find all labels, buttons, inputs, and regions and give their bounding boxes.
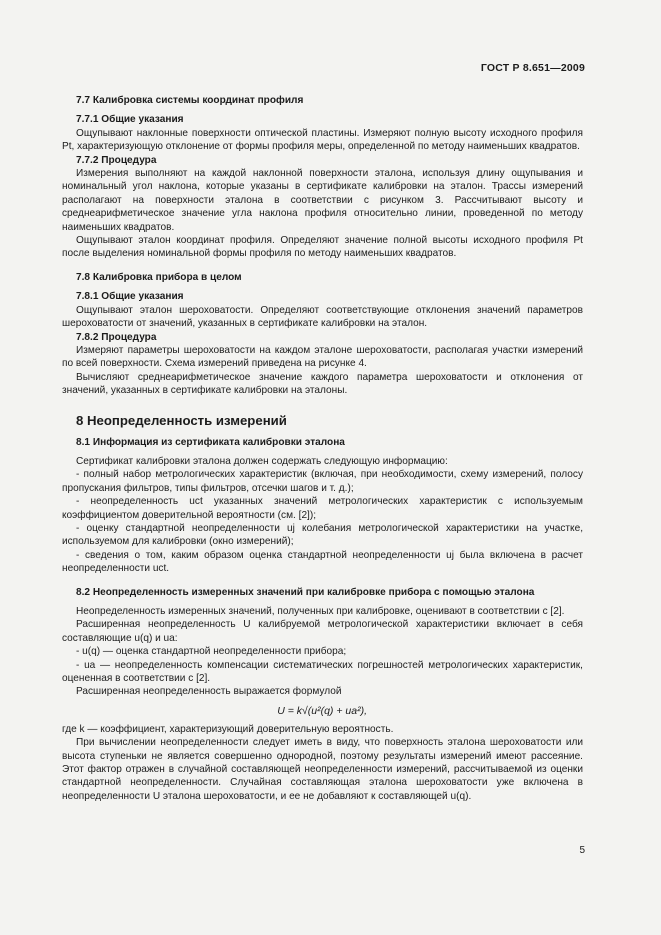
standard-header: ГОСТ Р 8.651—2009 bbox=[480, 62, 585, 74]
list-item: - полный набор метрологических характеристик (включая, при необходимости, схему измерений, полосу пропускания фильтров, типы фильтров, отсечки шагов и т. д.); bbox=[62, 469, 583, 494]
section-7-7-2-title: 7.7.2 Процедура bbox=[76, 154, 157, 166]
list-item: - ua — неопределенность компенсации систематических погрешностей метрологических характеристик, оцененная в соответствии с [2]. bbox=[62, 659, 583, 685]
paragraph: Неопределенность измеренных значений, полученных при калибровке, оценивают в соответствии с [2]. bbox=[76, 606, 565, 617]
paragraph: Ощупывают эталон шероховатости. Определяют соответствующие отклонения значений параметров шероховатости от значений, указанных в сертификате калибровки на эталон. bbox=[62, 304, 583, 330]
list-item: - u(q) — оценка стандартной неопределенности прибора; bbox=[76, 646, 347, 658]
paragraph: При вычислении неопределенности следует иметь в виду, что поверхность эталона шероховатости или высота ступеньки не является совершенно однородной, поэтому результаты измерений имеют рассеяние. Этот фактор отражен в случайной составляющей неопределенности измерений, рассчитываемой из оценки стандартной неопределенности. Случайная составляющая эталона шероховатости уже включена в неопределенности U эталона шероховатости, и ее не добавляют к составляющей u(q). bbox=[62, 737, 583, 802]
list-item: - неопределенность uct указанных значений метрологических характеристик с используемым коэффициентом доверительной вероятности (см. [2]); bbox=[62, 496, 583, 521]
section-8-title: 8 Неопределенность измерений bbox=[76, 412, 287, 428]
page-number: 5 bbox=[579, 845, 585, 856]
list-item: - сведения о том, каким образом оценка стандартной неопределенности uj была включена в расчет неопределенности uct. bbox=[62, 549, 583, 575]
paragraph: где k — коэффициент, характеризующий доверительную вероятность. bbox=[62, 723, 394, 735]
paragraph: Расширенная неопределенность U калибруемой метрологической характеристики включает в себя составляющие u(q) и ua: bbox=[62, 619, 583, 644]
section-8-2-title: 8.2 Неопределенность измеренных значений при калибровке прибора с помощью эталона bbox=[76, 586, 535, 598]
section-7-7-title: 7.7 Калибровка системы координат профиля bbox=[76, 95, 304, 106]
paragraph: Вычисляют среднеарифметическое значение каждого параметра шероховатости и отклонения от значений, указанных в сертификате калибровки на эталоны. bbox=[62, 371, 583, 397]
section-7-8-2-title: 7.8.2 Процедура bbox=[76, 331, 157, 343]
section-7-8-title: 7.8 Калибровка прибора в целом bbox=[76, 271, 242, 283]
list-item: - оценку стандартной неопределенности uj колебания метрологической характеристики на участке, используемом для калибровки (окно измерений); bbox=[62, 522, 583, 548]
paragraph: Измеряют параметры шероховатости на каждом эталоне шероховатости, располагая участки измерений по всей поверхности. Схема измерений приведена на рисунке 4. bbox=[62, 344, 583, 370]
document-body bbox=[62, 94, 583, 803]
section-7-7-1-title: 7.7.1 Общие указания bbox=[76, 114, 184, 126]
section-8-1-title: 8.1 Информация из сертификата калибровки эталона bbox=[76, 436, 345, 448]
paragraph: Расширенная неопределенность выражается формулой bbox=[76, 686, 342, 698]
section-7-8-1-title: 7.8.1 Общие указания bbox=[76, 291, 184, 303]
paragraph: Ощупывают наклонные поверхности оптической пластины. Измеряют полную высоту исходного профиля Pt, характеризующую отклонение от формы профиля меры, определенной по методу наименьших квадратов. bbox=[62, 127, 583, 153]
paragraph: Сертификат калибровки эталона должен содержать следующую информацию: bbox=[76, 455, 448, 467]
uncertainty-formula: U = k√(u²(q) + ua²), bbox=[277, 704, 367, 717]
paragraph: Измерения выполняют на каждой наклонной поверхности эталона, используя длину ощупывания и номинальный угол наклона, которые указаны в сертификате калибровки на эталон. Трассы измерений располагают на поверхности эталона в соответствии с рисунком 3. Рассчитывают высоту и среднеарифметическое значение угла наклона профиля относительно линии, проведенной по методу наименьших квадратов. bbox=[62, 168, 583, 233]
paragraph: Ощупывают эталон координат профиля. Определяют значение полной высоты исходного профиля Pt после выделения номинальной формы профиля по методу наименьших квадратов. bbox=[62, 235, 583, 260]
